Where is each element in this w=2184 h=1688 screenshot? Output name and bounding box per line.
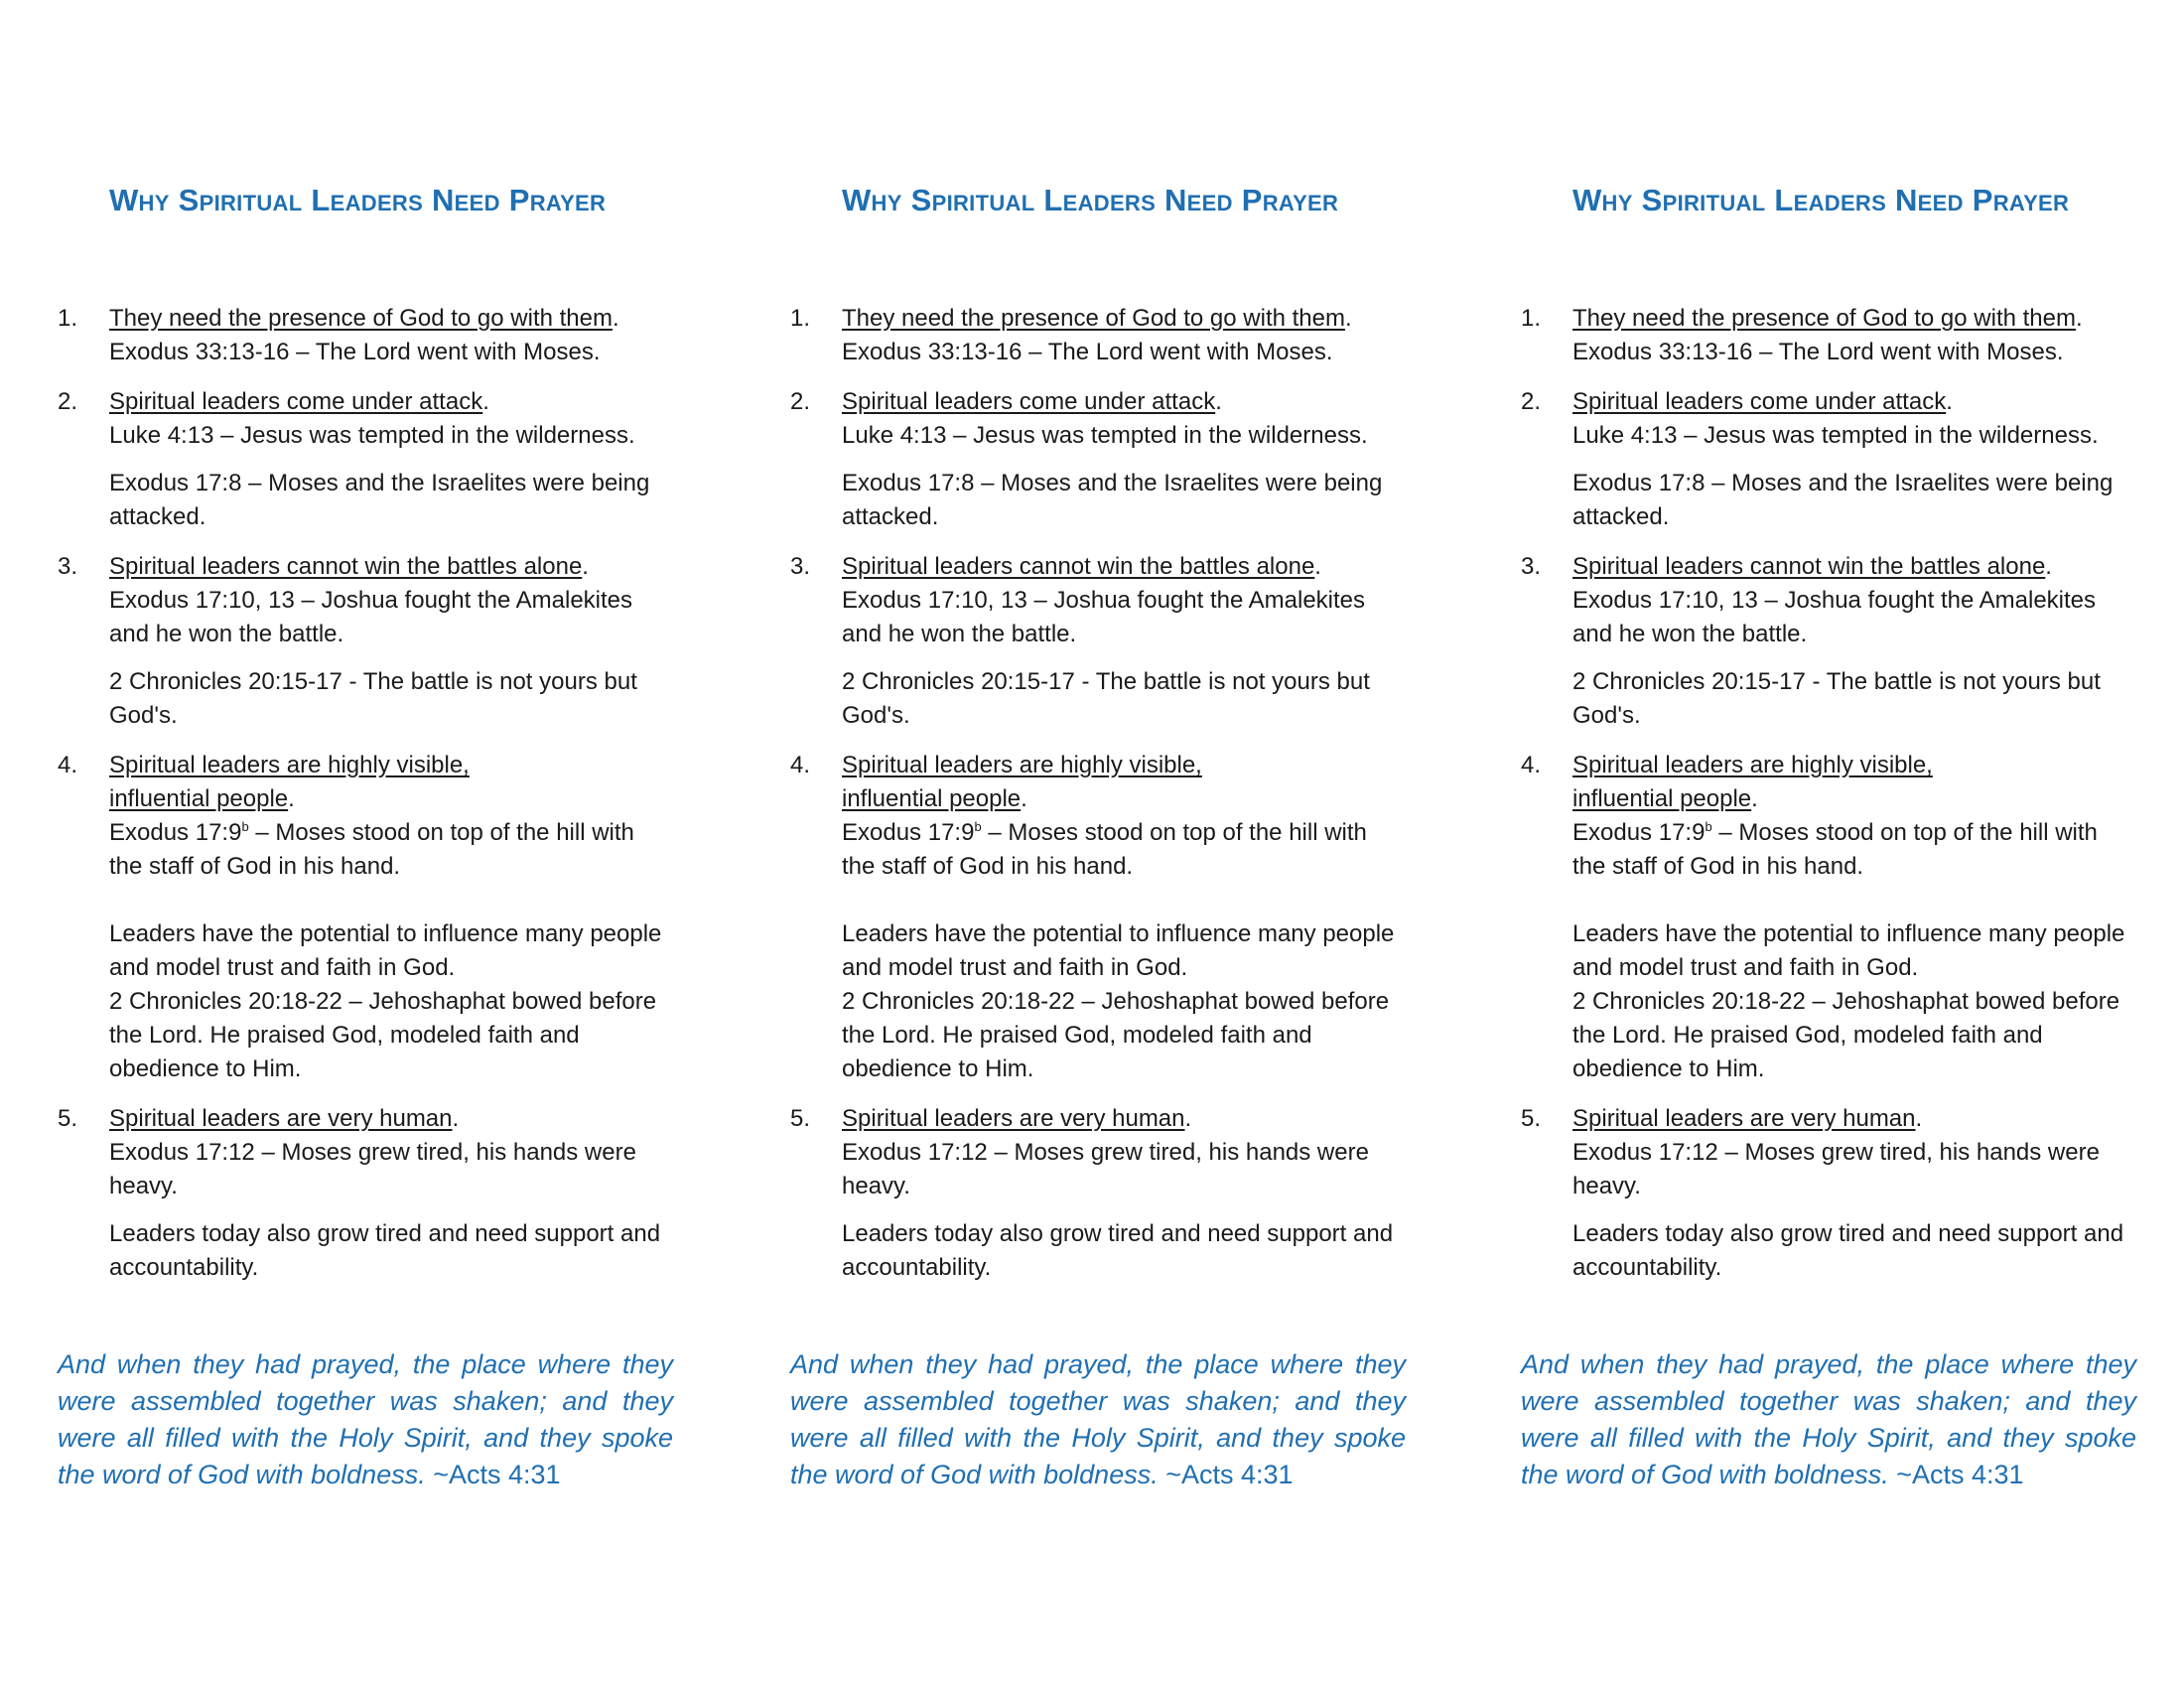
panel-title: Why Spiritual Leaders Need Prayer bbox=[109, 183, 607, 217]
item-number: 4. bbox=[1521, 752, 1542, 778]
item-heading-text: Spiritual leaders are highly visible, bbox=[1572, 752, 1933, 778]
item-heading bbox=[842, 550, 1406, 584]
item-heading-end: . bbox=[482, 388, 489, 415]
commentary-text: Leaders have the potential to influence many people and model trust and faith in God. bbox=[1572, 920, 2125, 981]
item-heading bbox=[842, 782, 1406, 816]
scripture-reference: 2 Chronicles 20:18-22 – Jehoshaphat bowed before the Lord. He praised God, modeled faith and obedience to Him. bbox=[842, 988, 1390, 1082]
item-heading-end: . bbox=[612, 305, 619, 332]
item-heading-end: . bbox=[1184, 1105, 1192, 1132]
panel-title: Why Spiritual Leaders Need Prayer bbox=[842, 183, 1339, 217]
reference-text: – Moses stood on top of the hill with the staff of God in his hand. bbox=[109, 819, 634, 880]
list-item bbox=[790, 302, 1406, 369]
list-item bbox=[1521, 1102, 2136, 1285]
list-item bbox=[58, 749, 673, 1086]
commentary-text: Leaders have the potential to influence many people and model trust and faith in God. bbox=[842, 920, 1395, 981]
scripture-reference: Exodus 17:8 – Moses and the Israelites were being attacked. bbox=[842, 470, 1383, 530]
commentary-text: Leaders today also grow tired and need support and accountability. bbox=[1572, 1220, 2124, 1281]
verse-reference: ~Acts 4:31 bbox=[1888, 1460, 2024, 1489]
item-heading-text: Spiritual leaders cannot win the battles alone bbox=[1572, 553, 2046, 580]
item-heading-end: . bbox=[1751, 785, 1758, 812]
scripture-reference bbox=[1572, 816, 2136, 884]
item-heading-end: . bbox=[2075, 305, 2083, 332]
item-heading-end: . bbox=[1021, 785, 1027, 812]
item-heading-text: Spiritual leaders come under attack bbox=[842, 388, 1216, 415]
verse-text: And when they had prayed, the place where they were assembled together was shaken; and they were all filled with the Holy Spirit, and they spoke the word of God with boldness. bbox=[58, 1349, 673, 1489]
item-number: 2. bbox=[1521, 388, 1542, 415]
scripture-reference: 2 Chronicles 20:18-22 – Jehoshaphat bowed before the Lord. He praised God, modeled faith and obedience to Him. bbox=[109, 988, 657, 1082]
item-heading-text: Spiritual leaders are highly visible, bbox=[109, 752, 470, 778]
list-item bbox=[58, 550, 673, 733]
list-item bbox=[1521, 550, 2136, 733]
item-number: 1. bbox=[790, 305, 811, 332]
item-heading-text: Spiritual leaders are very human bbox=[109, 1105, 453, 1132]
closing-verse bbox=[1521, 1346, 2136, 1493]
scripture-reference: Luke 4:13 – Jesus was tempted in the wilderness. bbox=[109, 422, 635, 449]
item-heading-text: Spiritual leaders cannot win the battles alone bbox=[842, 553, 1315, 580]
list-item bbox=[1521, 302, 2136, 369]
scripture-reference: Luke 4:13 – Jesus was tempted in the wilderness. bbox=[842, 422, 1368, 449]
scripture-reference: 2 Chronicles 20:15-17 - The battle is not yours but God's. bbox=[842, 668, 1370, 729]
scripture-reference: Exodus 17:10, 13 – Joshua fought the Amalekites and he won the battle. bbox=[842, 587, 1366, 647]
item-heading-end: . bbox=[582, 553, 589, 580]
item-heading bbox=[1572, 1102, 2136, 1136]
list-item bbox=[58, 302, 673, 369]
item-number: 4. bbox=[790, 752, 811, 778]
scripture-reference: 2 Chronicles 20:15-17 - The battle is not yours but God's. bbox=[109, 668, 637, 729]
item-number: 1. bbox=[1521, 305, 1542, 332]
item-heading-end: . bbox=[2045, 553, 2052, 580]
item-number: 2. bbox=[790, 388, 811, 415]
list-item bbox=[790, 749, 1406, 1086]
item-heading-text: Spiritual leaders are highly visible, bbox=[842, 752, 1202, 778]
item-heading bbox=[842, 1102, 1406, 1136]
verse-reference: ~Acts 4:31 bbox=[425, 1460, 561, 1489]
item-heading-end: . bbox=[1344, 305, 1352, 332]
item-heading-end: . bbox=[452, 1105, 460, 1132]
scripture-reference: 2 Chronicles 20:15-17 - The battle is not yours but God's. bbox=[1572, 668, 2101, 729]
item-heading-text: influential people bbox=[842, 785, 1022, 812]
item-heading-text: They need the presence of God to go with them bbox=[1572, 305, 2076, 332]
list-item bbox=[1521, 749, 2136, 1086]
verse-text: And when they had prayed, the place where they were assembled together was shaken; and they were all filled with the Holy Spirit, and they spoke the word of God with boldness. bbox=[1521, 1349, 2136, 1489]
handout-panel-3 bbox=[1521, 179, 2136, 1520]
closing-verse bbox=[790, 1346, 1406, 1493]
item-heading bbox=[109, 749, 673, 782]
list-item bbox=[790, 550, 1406, 733]
item-number: 2. bbox=[58, 388, 78, 415]
item-heading-end: . bbox=[288, 785, 295, 812]
item-number: 4. bbox=[58, 752, 78, 778]
item-heading bbox=[1572, 385, 2136, 419]
scripture-reference bbox=[842, 816, 1406, 884]
verse-text: And when they had prayed, the place where they were assembled together was shaken; and they were all filled with the Holy Spirit, and they spoke the word of God with boldness. bbox=[790, 1349, 1406, 1489]
scripture-reference bbox=[109, 816, 673, 884]
item-heading-text: They need the presence of God to go with them bbox=[842, 305, 1345, 332]
item-heading bbox=[1572, 302, 2136, 336]
scripture-reference: Exodus 17:12 – Moses grew tired, his hands were heavy. bbox=[109, 1139, 636, 1199]
item-heading-text: Spiritual leaders are very human bbox=[842, 1105, 1185, 1132]
reference-text: Exodus 17:9 bbox=[109, 819, 242, 846]
item-heading-text: influential people bbox=[109, 785, 289, 812]
list-item bbox=[1521, 385, 2136, 534]
item-heading bbox=[109, 302, 673, 336]
reasons-list bbox=[790, 302, 1406, 1285]
scripture-reference: Exodus 33:13-16 – The Lord went with Moses. bbox=[842, 339, 1333, 365]
scripture-reference: Exodus 33:13-16 – The Lord went with Moses. bbox=[109, 339, 601, 365]
reference-text: Exodus 17:9 bbox=[1572, 819, 1706, 846]
list-item bbox=[58, 1102, 673, 1285]
handout-panel-1 bbox=[58, 179, 673, 1520]
reference-text: Exodus 17:9 bbox=[842, 819, 975, 846]
item-number: 5. bbox=[790, 1105, 811, 1132]
commentary-text: Leaders today also grow tired and need support and accountability. bbox=[842, 1220, 1394, 1281]
panel-title: Why Spiritual Leaders Need Prayer bbox=[1572, 183, 2070, 217]
verse-part-superscript: b bbox=[1705, 819, 1712, 834]
list-item bbox=[790, 1102, 1406, 1285]
handout-panel-2 bbox=[790, 179, 1406, 1520]
item-heading bbox=[109, 782, 673, 816]
item-heading-end: . bbox=[1314, 553, 1321, 580]
scripture-reference: Exodus 17:10, 13 – Joshua fought the Amalekites and he won the battle. bbox=[1572, 587, 2097, 647]
item-heading-text: influential people bbox=[1572, 785, 1752, 812]
list-item bbox=[790, 385, 1406, 534]
item-heading-end: . bbox=[1915, 1105, 1923, 1132]
item-heading-text: Spiritual leaders cannot win the battles alone bbox=[109, 553, 583, 580]
item-heading bbox=[1572, 550, 2136, 584]
item-heading bbox=[1572, 749, 2136, 782]
scripture-reference: Exodus 17:8 – Moses and the Israelites were being attacked. bbox=[109, 470, 650, 530]
scripture-reference: Exodus 17:10, 13 – Joshua fought the Amalekites and he won the battle. bbox=[109, 587, 633, 647]
item-heading bbox=[109, 1102, 673, 1136]
item-heading bbox=[842, 302, 1406, 336]
scripture-reference: Exodus 33:13-16 – The Lord went with Moses. bbox=[1572, 339, 2064, 365]
item-heading-text: Spiritual leaders come under attack bbox=[1572, 388, 1947, 415]
item-heading-end: . bbox=[1946, 388, 1953, 415]
item-heading-text: Spiritual leaders are very human bbox=[1572, 1105, 1916, 1132]
scripture-reference: Exodus 17:8 – Moses and the Israelites were being attacked. bbox=[1572, 470, 2114, 530]
item-heading-text: They need the presence of God to go with them bbox=[109, 305, 613, 332]
item-number: 5. bbox=[58, 1105, 78, 1132]
item-number: 3. bbox=[790, 553, 811, 580]
commentary-text: Leaders have the potential to influence many people and model trust and faith in God. bbox=[109, 920, 662, 981]
list-item bbox=[58, 385, 673, 534]
item-heading bbox=[842, 385, 1406, 419]
closing-verse bbox=[58, 1346, 673, 1493]
reasons-list bbox=[1521, 302, 2136, 1285]
scripture-reference: Luke 4:13 – Jesus was tempted in the wilderness. bbox=[1572, 422, 2099, 449]
scripture-reference: Exodus 17:12 – Moses grew tired, his hands were heavy. bbox=[1572, 1139, 2100, 1199]
verse-part-superscript: b bbox=[974, 819, 982, 834]
item-heading bbox=[842, 749, 1406, 782]
verse-reference: ~Acts 4:31 bbox=[1158, 1460, 1294, 1489]
item-heading bbox=[1572, 782, 2136, 816]
item-heading bbox=[109, 550, 673, 584]
item-heading-end: . bbox=[1215, 388, 1222, 415]
item-heading bbox=[109, 385, 673, 419]
item-heading-text: Spiritual leaders come under attack bbox=[109, 388, 483, 415]
item-number: 3. bbox=[58, 553, 78, 580]
scripture-reference: 2 Chronicles 20:18-22 – Jehoshaphat bowed before the Lord. He praised God, modeled faith and obedience to Him. bbox=[1572, 988, 2120, 1082]
reference-text: – Moses stood on top of the hill with the staff of God in his hand. bbox=[1572, 819, 2098, 880]
item-number: 5. bbox=[1521, 1105, 1542, 1132]
item-number: 1. bbox=[58, 305, 78, 332]
reference-text: – Moses stood on top of the hill with the staff of God in his hand. bbox=[842, 819, 1367, 880]
commentary-text: Leaders today also grow tired and need support and accountability. bbox=[109, 1220, 661, 1281]
reasons-list bbox=[58, 302, 673, 1285]
item-number: 3. bbox=[1521, 553, 1542, 580]
verse-part-superscript: b bbox=[241, 819, 249, 834]
scripture-reference: Exodus 17:12 – Moses grew tired, his hands were heavy. bbox=[842, 1139, 1369, 1199]
